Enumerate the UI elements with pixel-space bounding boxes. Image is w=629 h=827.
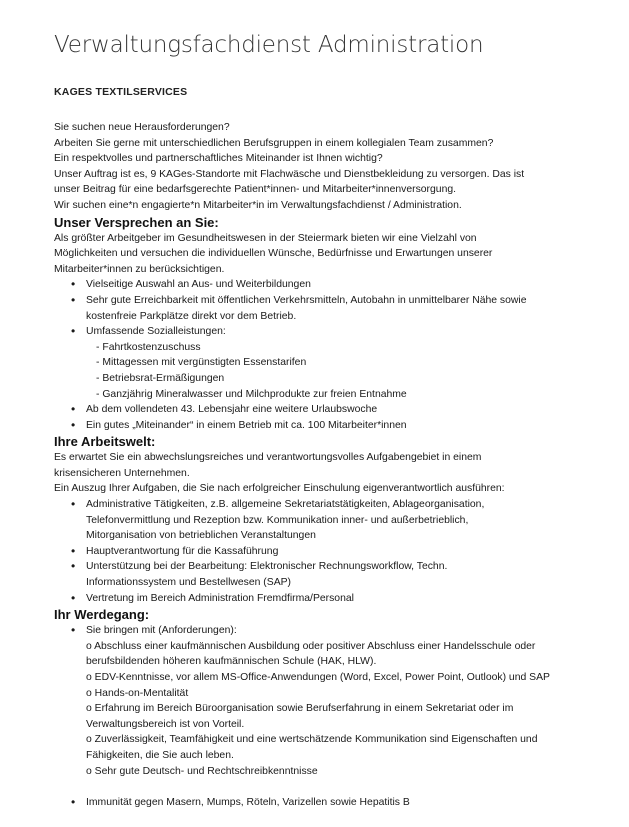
company-name: KAGES TEXTILSERVICES	[54, 86, 188, 98]
list-item-text: Ein gutes „Miteinander“ in einem Betrieb mit ca. 100 Mitarbeiter*innen	[86, 419, 407, 431]
requirement-line: Verwaltungsbereich ist von Vorteil.	[86, 718, 245, 730]
requirements-list	[54, 623, 609, 639]
list-item-text: • Administrative Tätigkeiten, z.B. allgemeine Sekretariatstätigkeiten, Ablageorganisation,	[86, 499, 485, 511]
intro-line: unser Beitrag für eine bedarfsgerechte Patient*innen- und Mitarbeiter*innenversorgung.	[54, 184, 457, 196]
list-item-text: Mitorganisation von betrieblichen Veranstaltungen	[86, 530, 316, 542]
list-item-text: Vertretung im Bereich Administration Fremdfirma/Personal	[86, 592, 354, 604]
requirement-line: o Sehr gute Deutsch- und Rechtschreibkenntnisse	[86, 765, 318, 777]
list-item	[86, 559, 609, 590]
list-item-text: kostenfreie Parkplätze direkt vor dem Betrieb.	[86, 310, 297, 322]
sub-item: - Fahrtkostenzuschuss	[96, 341, 201, 353]
list-item	[86, 623, 609, 639]
intro-line: Unser Auftrag ist es, 9 KAGes-Standorte mit Flachwäsche und Dienstbekleidung zu versorgen. Das ist	[54, 168, 525, 180]
list-item-text: Vielseitige Auswahl an Aus- und Weiterbildungen	[86, 279, 311, 291]
section-heading: Unser Versprechen an Sie:	[54, 214, 219, 230]
list-item	[86, 544, 609, 560]
spacer	[54, 779, 609, 795]
section-arbeitswelt	[54, 433, 609, 606]
list-item-text: • Umfassende Sozialleistungen:	[86, 326, 226, 338]
intro-line: Sie suchen neue Herausforderungen?	[54, 122, 230, 133]
section-versprechen	[54, 214, 609, 434]
requirement-line: o Erfahrung im Bereich Büroorganisation sowie Berufserfahrung in einem Sekretariat oder im	[86, 703, 514, 715]
requirement-line: Fähigkeiten, die Sie auch leben.	[86, 749, 234, 761]
section-line: Ein Auszug Ihrer Aufgaben, die Sie nach erfolgreicher Einschulung eigenverantwortlich ausführen:	[54, 483, 505, 495]
section-line: Als größter Arbeitgeber im Gesundheitswesen in der Steiermark bieten wir eine Vielzahl von	[54, 232, 477, 244]
intro-line: Arbeiten Sie gerne mit unterschiedlichen Berufsgruppen in einem kollegialen Team zusammen?	[54, 137, 494, 149]
requirement-line: o Hands-on-Mentalität	[86, 687, 189, 699]
section-line: Mitarbeiter*innen zu berücksichtigen.	[54, 263, 225, 275]
requirement-line: berufsbildenden höheren kaufmännischen Schule (HAK, HLW).	[86, 656, 377, 668]
sub-item: - Betriebsrat-Ermäßigungen	[96, 372, 225, 384]
list-item-text: Sie bringen mit (Anforderungen):	[86, 625, 237, 637]
benefits-list	[54, 277, 609, 433]
list-item	[86, 497, 609, 544]
list-item	[86, 324, 609, 402]
intro-line: Wir suchen eine*n engagierte*n Mitarbeiter*in im Verwaltungsfachdienst / Administration.	[54, 199, 462, 211]
section-werdegang	[54, 606, 609, 811]
tasks-list	[54, 497, 609, 606]
intro-line: Ein respektvolles und partnerschaftliches Miteinander ist Ihnen wichtig?	[54, 153, 383, 165]
sub-item: - Ganzjährig Mineralwasser und Milchprodukte zur freien Entnahme	[96, 388, 407, 400]
list-item-text: Telefonvermittlung und Rezeption bzw. Kommunikation inner- und außerbetrieblich,	[86, 514, 469, 526]
requirement-line: o Abschluss einer kaufmännischen Ausbildung oder positiver Abschluss einer Handelsschule oder	[86, 640, 536, 652]
list-item-text: Hauptverantwortung für die Kassaführung	[86, 545, 279, 557]
sub-item: - Mittagessen mit vergünstigten Essenstarifen	[96, 357, 307, 369]
immunity-list	[54, 795, 609, 811]
list-item	[86, 277, 609, 293]
section-line: Es erwartet Sie ein abwechslungsreiches und verantwortungsvolles Aufgabengebiet in einem	[54, 452, 482, 464]
list-item-text: • Sehr gute Erreichbarkeit mit öffentlichen Verkehrsmitteln, Autobahn in unmittelbarer Nähe sowie	[86, 294, 527, 306]
list-item	[86, 591, 609, 607]
requirement-line: o EDV-Kenntnisse, vor allem MS-Office-Anwendungen (Word, Excel, Power Point, Outlook) und SAP	[86, 672, 550, 683]
section-line: Möglichkeiten und versuchen die individuellen Wünsche, Bedürfnisse und Erwartungen unserer	[54, 248, 493, 260]
list-item	[86, 402, 609, 418]
list-item-text: Immunität gegen Masern, Mumps, Röteln, Varizellen sowie Hepatitis B	[86, 797, 410, 809]
list-item-text: • Unterstützung bei der Bearbeitung: Elektronischer Rechnungsworkflow, Techn.	[86, 561, 448, 573]
section-line: krisensicheren Unternehmen.	[54, 467, 190, 479]
intro-text	[54, 120, 609, 214]
section-heading: Ihr Werdegang:	[54, 607, 150, 623]
page-title: Verwaltungsfachdienst Administration	[54, 32, 484, 58]
section-heading: Ihre Arbeitswelt:	[54, 434, 156, 450]
list-item	[86, 418, 609, 434]
requirements-detail	[54, 639, 609, 779]
list-item	[86, 795, 609, 811]
list-item-text: Ab dem vollendeten 43. Lebensjahr eine weitere Urlaubswoche	[86, 404, 378, 416]
list-item	[86, 293, 609, 324]
list-item-text: Informationssystem und Bestellwesen (SAP)	[86, 577, 292, 589]
requirement-line: o Zuverlässigkeit, Teamfähigkeit und eine wertschätzende Kommunikation sind Eigenschaften und	[86, 734, 538, 746]
